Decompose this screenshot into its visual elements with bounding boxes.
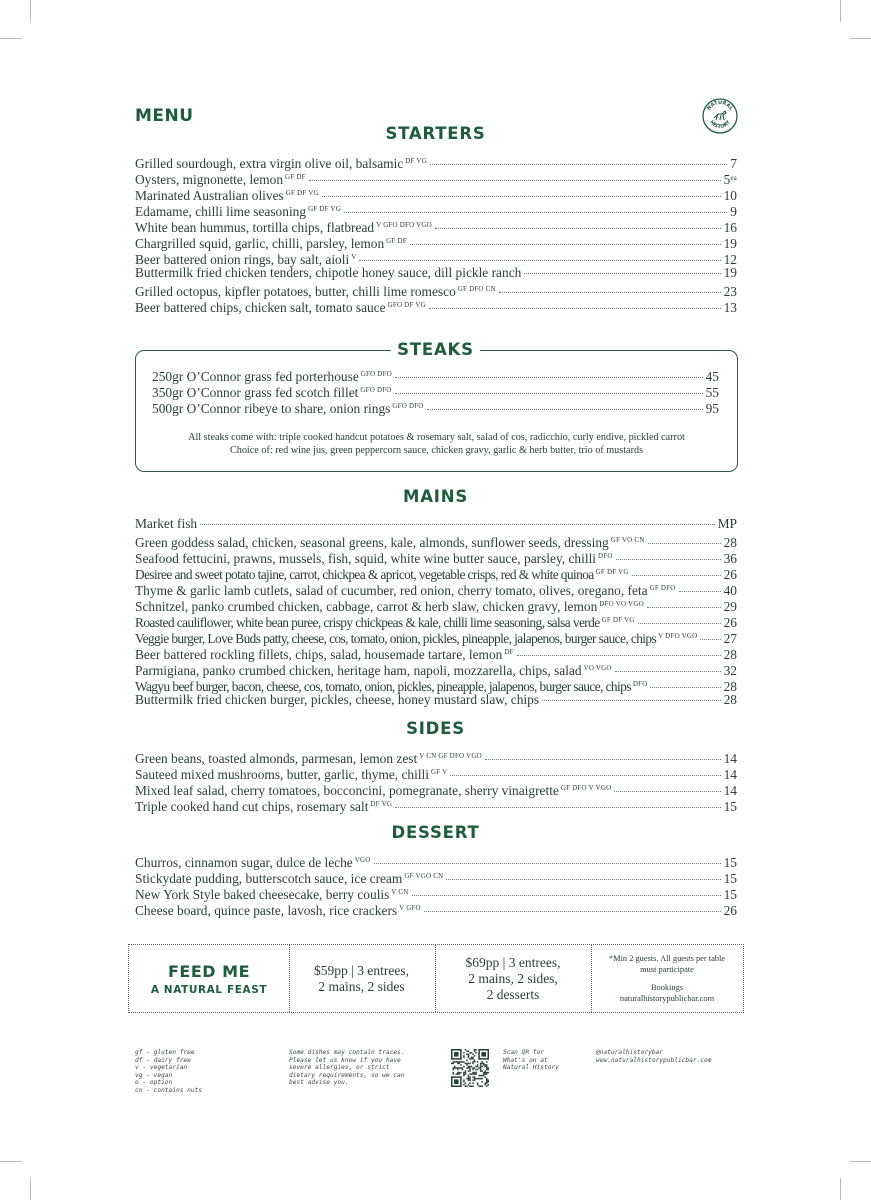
item-price-value: 15 (723, 855, 737, 870)
item-name-text: Veggie burger, Love Buds patty, cheese, cos, tomato, onion, pickles, pineapple, jalapenos, burger sauce, chips (135, 631, 657, 646)
crop-mark (0, 38, 22, 39)
item-price (706, 369, 719, 385)
item-price-value: 26 (723, 567, 737, 582)
crop-mark (30, 0, 31, 22)
svg-text:HISTORY: HISTORY (708, 119, 732, 131)
leader-dots (632, 575, 721, 576)
item-price-value: 13 (723, 300, 737, 315)
item-price-value: 15 (723, 871, 737, 886)
menu-item (135, 628, 737, 644)
item-price-value: 55 (705, 385, 719, 400)
item-price-value: 26 (723, 615, 737, 630)
dietary-tags: GF DF (386, 237, 407, 245)
item-price-value: 10 (723, 188, 737, 203)
steaks-heading: STEAKS (391, 340, 480, 359)
leader-dots (430, 164, 727, 165)
menu-item (135, 676, 737, 692)
leader-dots (435, 228, 721, 229)
item-price (706, 385, 719, 401)
item-price-value: 28 (723, 647, 737, 662)
option1-line1: $59pp | 3 entrees, (314, 963, 409, 978)
leader-dots (344, 212, 727, 213)
leader-dots (679, 591, 721, 592)
svg-text:NATURAL: NATURAL (706, 99, 735, 112)
item-name-text: 250gr O’Connor grass fed porterhouse (152, 369, 359, 384)
dietary-tags: DF VG (370, 800, 393, 808)
menu-item (135, 233, 737, 249)
dietary-tags: GFO DF VG (387, 301, 426, 309)
menu-item (135, 548, 737, 564)
menu-item (135, 764, 737, 780)
qr-caption: Scan QR for What's on at Natural History (503, 1049, 559, 1072)
starters-list (135, 153, 737, 313)
menu-item (135, 153, 737, 169)
leader-dots (322, 196, 721, 197)
item-price-value: 19 (723, 265, 737, 280)
dietary-tags: VO VGO (583, 664, 612, 672)
item-price-value: 15 (723, 887, 737, 902)
mains-list (135, 516, 737, 708)
item-price (724, 236, 737, 252)
menu-item (152, 398, 719, 414)
item-name-text: Green goddess salad, chicken, seasonal greens, kale, almonds, sunflower seeds, dressing (135, 535, 609, 550)
menu-item (135, 532, 737, 548)
item-price (724, 599, 737, 615)
leader-dots (412, 895, 721, 896)
dietary-tags: GF DF VG (595, 568, 629, 576)
item-price (724, 567, 737, 583)
leader-dots (450, 775, 720, 776)
item-name-text: Buttermilk fried chicken tenders, chipotle honey sauce, dill pickle ranch (135, 265, 522, 280)
dietary-tags: DFO (598, 552, 613, 560)
item-price (724, 535, 737, 551)
item-name-text: Buttermilk fried chicken burger, pickles, cheese, honey mustard slaw, chips (135, 692, 540, 707)
crop-mark (0, 1161, 22, 1162)
item-name-text: 500gr O’Connor ribeye to share, onion rings (152, 401, 391, 416)
item-price (724, 855, 737, 871)
dietary-tags: GF DF VG (285, 189, 319, 197)
item-name (135, 297, 426, 316)
leader-dots (638, 623, 721, 624)
leader-dots (395, 807, 721, 808)
item-price-value: 28 (723, 535, 737, 550)
dietary-tags: V GFO (399, 904, 421, 912)
feed-me-subtitle: A NATURAL FEAST (150, 984, 268, 996)
item-name (135, 796, 392, 815)
dietary-tags: GF DF VG (601, 616, 635, 624)
dietary-legend: gf - gluten free df - dairy free v - vegetarian vg - vegan o - option cn - contains nuts (135, 1049, 203, 1094)
allergy-notice: Some dishes may contain traces. Please let us know if you have severe allergies, or strict dietary requirements, so we can best advise you. (289, 1049, 405, 1087)
crop-mark (840, 0, 841, 22)
item-price (724, 887, 737, 903)
item-price (724, 751, 737, 767)
dietary-tags: GF VO CN (610, 536, 645, 544)
menu-item (135, 169, 737, 185)
item-name-text: Stickydate pudding, butterscotch sauce, ice cream (135, 871, 403, 886)
leader-dots (429, 308, 721, 309)
menu-item (135, 564, 737, 580)
leader-dots (700, 639, 720, 640)
item-price-value: 19 (723, 236, 737, 251)
dietary-tags: GFO DFO (360, 370, 392, 378)
min-guests-note: *Min 2 guests. All guests per table (608, 954, 726, 963)
leader-dots (647, 607, 721, 608)
leader-dots (200, 524, 715, 525)
item-price-value: 28 (723, 679, 737, 694)
item-name-text: Thyme & garlic lamb cutlets, salad of cucumber, red onion, cherry tomato, olives, oregano, feta (135, 583, 648, 598)
crop-mark (840, 1178, 841, 1200)
leader-dots (359, 260, 720, 261)
item-name-text: Beer battered onion rings, bay salt, aioli (135, 252, 350, 267)
item-name-text: Triple cooked hand cut chips, rosemary salt (135, 799, 369, 814)
item-name-text: Wagyu beef burger, bacon, cheese, cos, tomato, onion, pickles, pineapple, jalapenos, burger sauce, chips (135, 679, 631, 694)
item-price (724, 220, 737, 236)
leader-dots (650, 687, 720, 688)
leader-dots (309, 180, 721, 181)
dietary-tags: GF V (431, 768, 448, 776)
crop-mark (849, 1161, 871, 1162)
dietary-tags: GF VGO CN (404, 872, 444, 880)
item-name-text: Edamame, chilli lime seasoning (135, 204, 307, 219)
item-name-text: Grilled sourdough, extra virgin olive oil, balsamic (135, 156, 404, 171)
item-name-text: Green beans, toasted almonds, parmesan, lemon zest (135, 751, 418, 766)
item-price (724, 783, 737, 799)
menu-item (152, 382, 719, 398)
bookings-label: Bookings (650, 983, 684, 992)
leader-dots (648, 543, 721, 544)
leader-dots (427, 409, 703, 410)
menu-item (135, 660, 737, 676)
item-price-value: 26 (723, 903, 737, 918)
item-price-value: 7 (730, 156, 737, 171)
crop-mark (849, 38, 871, 39)
menu-item (135, 780, 737, 796)
item-price (724, 583, 737, 599)
leader-dots (614, 791, 720, 792)
leader-dots (524, 273, 720, 274)
item-price-value: 28 (723, 692, 737, 707)
item-price-value: 45 (705, 369, 719, 384)
item-price (730, 204, 737, 220)
item-price-value: 14 (723, 767, 737, 782)
item-name (135, 692, 539, 708)
feed-option-2 (435, 945, 591, 1012)
menu-item (135, 281, 737, 297)
item-price-value: 16 (723, 220, 737, 235)
dietary-tags: GF DFO V VGO (560, 784, 612, 792)
leader-dots (374, 863, 721, 864)
menu-item (135, 185, 737, 201)
leader-dots (410, 244, 721, 245)
item-price (724, 631, 737, 647)
dietary-tags: GF DFO CN (457, 285, 496, 293)
dietary-tags: GFO DFO (360, 386, 392, 394)
dietary-tags: V CN GF DFO VGO (419, 752, 482, 760)
starters-heading: STARTERS (385, 124, 486, 143)
item-name-text: Grilled octopus, kipfler potatoes, butter, chilli lime romesco (135, 284, 456, 299)
item-name-text: Beer battered rockling fillets, chips, salad, housemade tartare, lemon (135, 647, 503, 662)
menu-item (135, 217, 737, 233)
leader-dots (616, 559, 721, 560)
item-price-value: 23 (723, 284, 737, 299)
item-price-value: 15 (723, 799, 737, 814)
item-name-text: Beer battered chips, chicken salt, tomato sauce (135, 300, 386, 315)
item-name-text: White bean hummus, tortilla chips, flatbread (135, 220, 375, 235)
dessert-heading: DESSERT (391, 823, 480, 842)
page-title: MENU (135, 106, 194, 126)
menu-item (135, 868, 737, 884)
item-price (724, 903, 737, 919)
item-price-value: 29 (723, 599, 737, 614)
dietary-tags: DFO VO VGO (599, 600, 644, 608)
menu-item (135, 852, 737, 868)
leader-dots (395, 393, 703, 394)
item-name-text: Parmigiana, panko crumbed chicken, heritage ham, napoli, mozzarella, chips, salad (135, 663, 582, 678)
item-price (724, 799, 737, 815)
item-name (135, 900, 421, 919)
item-name-text: Seafood fettucini, prawns, mussels, fish, squid, white wine butter sauce, parsley, chilli (135, 551, 597, 566)
item-name-text: Roasted cauliflower, white bean puree, crispy chickpeas & kale, chilli lime seasoning, salsa verde (135, 615, 600, 630)
min-guests-note-2: must participate (640, 964, 694, 974)
leader-dots (517, 655, 721, 656)
item-price (724, 170, 737, 188)
item-name (152, 398, 424, 417)
dietary-tags: GF DF (285, 173, 306, 181)
mains-heading: MAINS (402, 487, 469, 506)
leader-dots (485, 759, 721, 760)
item-name-text: Schnitzel, panko crumbed chicken, cabbage, carrot & herb slaw, chicken gravy, lemon (135, 599, 598, 614)
dietary-tags: V CN (391, 888, 409, 896)
price-suffix: ea (730, 174, 737, 182)
leader-dots (395, 377, 703, 378)
option1-line2: 2 mains, 2 sides (318, 979, 405, 994)
menu-item (135, 748, 737, 764)
item-name (135, 265, 521, 281)
item-price-value: MP (717, 516, 737, 531)
item-price (724, 871, 737, 887)
dietary-tags: V GFO DFO VGO (376, 221, 432, 229)
menu-item (135, 201, 737, 217)
item-name-text: Desiree and sweet potato tajine, carrot, chickpea & apricot, vegetable crisps, red & white quinoa (135, 567, 594, 582)
dietary-tags: V DFO VGO (658, 632, 698, 640)
item-price (724, 663, 737, 679)
leader-dots (424, 911, 721, 912)
leader-dots (499, 292, 721, 293)
steaks-heading-wrap (0, 340, 871, 360)
item-name-text: Marinated Australian olives (135, 188, 284, 203)
item-price (724, 551, 737, 567)
menu-item (135, 900, 737, 916)
item-name-text: Sauteed mixed mushrooms, butter, garlic, thyme, chilli (135, 767, 429, 782)
item-name-text: Market fish (135, 516, 198, 531)
steaks-list (152, 366, 719, 414)
dietary-tags: GF DFO (649, 584, 676, 592)
item-price-value: 12 (723, 252, 737, 267)
item-price (724, 188, 737, 204)
leader-dots (615, 671, 721, 672)
item-price (718, 516, 737, 532)
dietary-tags: VGO (354, 856, 371, 864)
menu-item (152, 366, 719, 382)
item-price-value: 14 (723, 783, 737, 798)
feed-option-1 (289, 945, 434, 1012)
menu-item (135, 612, 737, 628)
item-name-text: Mixed leaf salad, cherry tomatoes, bocconcini, pomegranate, sherry vinaigrette (135, 783, 559, 798)
item-name-text: 350gr O’Connor grass fed scotch fillet (152, 385, 359, 400)
dietary-tags: DFO (632, 680, 648, 688)
item-name (135, 516, 197, 532)
qr-code[interactable] (451, 1049, 489, 1087)
item-price-value: 14 (723, 751, 737, 766)
item-price-value: 5 (723, 172, 731, 187)
option2-line3: 2 desserts (486, 987, 540, 1002)
dessert-list (135, 852, 737, 916)
option2-line1: $69pp | 3 entrees, (465, 955, 561, 970)
social-links[interactable]: @naturalhistorybar www.naturalhistorypublicbar.com (596, 1049, 712, 1064)
leader-dots (542, 700, 721, 701)
steaks-note-line2: Choice of: red wine jus, green peppercorn sauce, chicken gravy, garlic & herb butter, trio of mustards (229, 445, 644, 456)
dietary-tags: GF DF VG (308, 205, 342, 213)
feed-notes (591, 945, 743, 1012)
sides-list (135, 748, 737, 812)
item-price (724, 767, 737, 783)
bookings-url[interactable]: naturalhistorypublicbar.com (619, 993, 715, 1003)
item-price-value: 40 (723, 583, 737, 598)
menu-item (135, 580, 737, 596)
item-price-value: 9 (730, 204, 737, 219)
feed-me-title: FEED ME (168, 962, 250, 981)
menu-item (135, 249, 737, 265)
menu-item (135, 516, 737, 532)
item-name-text: Chargrilled squid, garlic, chilli, parsley, lemon (135, 236, 385, 251)
item-price-value: 27 (723, 631, 737, 646)
item-name-text: Oysters, mignonette, lemon (135, 172, 284, 187)
item-price-value: 36 (723, 551, 737, 566)
item-price (706, 401, 719, 417)
item-price (724, 647, 737, 663)
item-price-value: 32 (723, 663, 737, 678)
item-price (724, 615, 737, 631)
dietary-tags: V (351, 253, 357, 261)
dietary-tags: DF VG (405, 157, 427, 165)
item-price-value: 95 (705, 401, 719, 416)
option2-line2: 2 mains, 2 sides, (468, 971, 558, 986)
crop-mark (30, 1178, 31, 1200)
dietary-tags: GFO DFO (392, 402, 424, 410)
dietary-tags: DF (504, 648, 514, 656)
feed-me-box (128, 944, 744, 1013)
item-name-text: Churros, cinnamon sugar, dulce de leche (135, 855, 353, 870)
item-price (724, 692, 737, 708)
menu-item (135, 265, 737, 281)
steaks-note-line1: All steaks come with: triple cooked handcut potatoes & rosemary salt, salad of cos, radicchio, curly endive, pickled carrot (188, 432, 685, 443)
sides-heading: SIDES (406, 719, 465, 738)
item-name-text: New York Style baked cheesecake, berry coulis (135, 887, 390, 902)
item-name-text: Cheese board, quince paste, lavosh, rice crackers (135, 903, 398, 918)
item-price (724, 300, 737, 316)
leader-dots (446, 879, 720, 880)
feed-me-title-block (129, 945, 289, 1012)
item-price (724, 265, 737, 281)
item-price (724, 284, 737, 300)
